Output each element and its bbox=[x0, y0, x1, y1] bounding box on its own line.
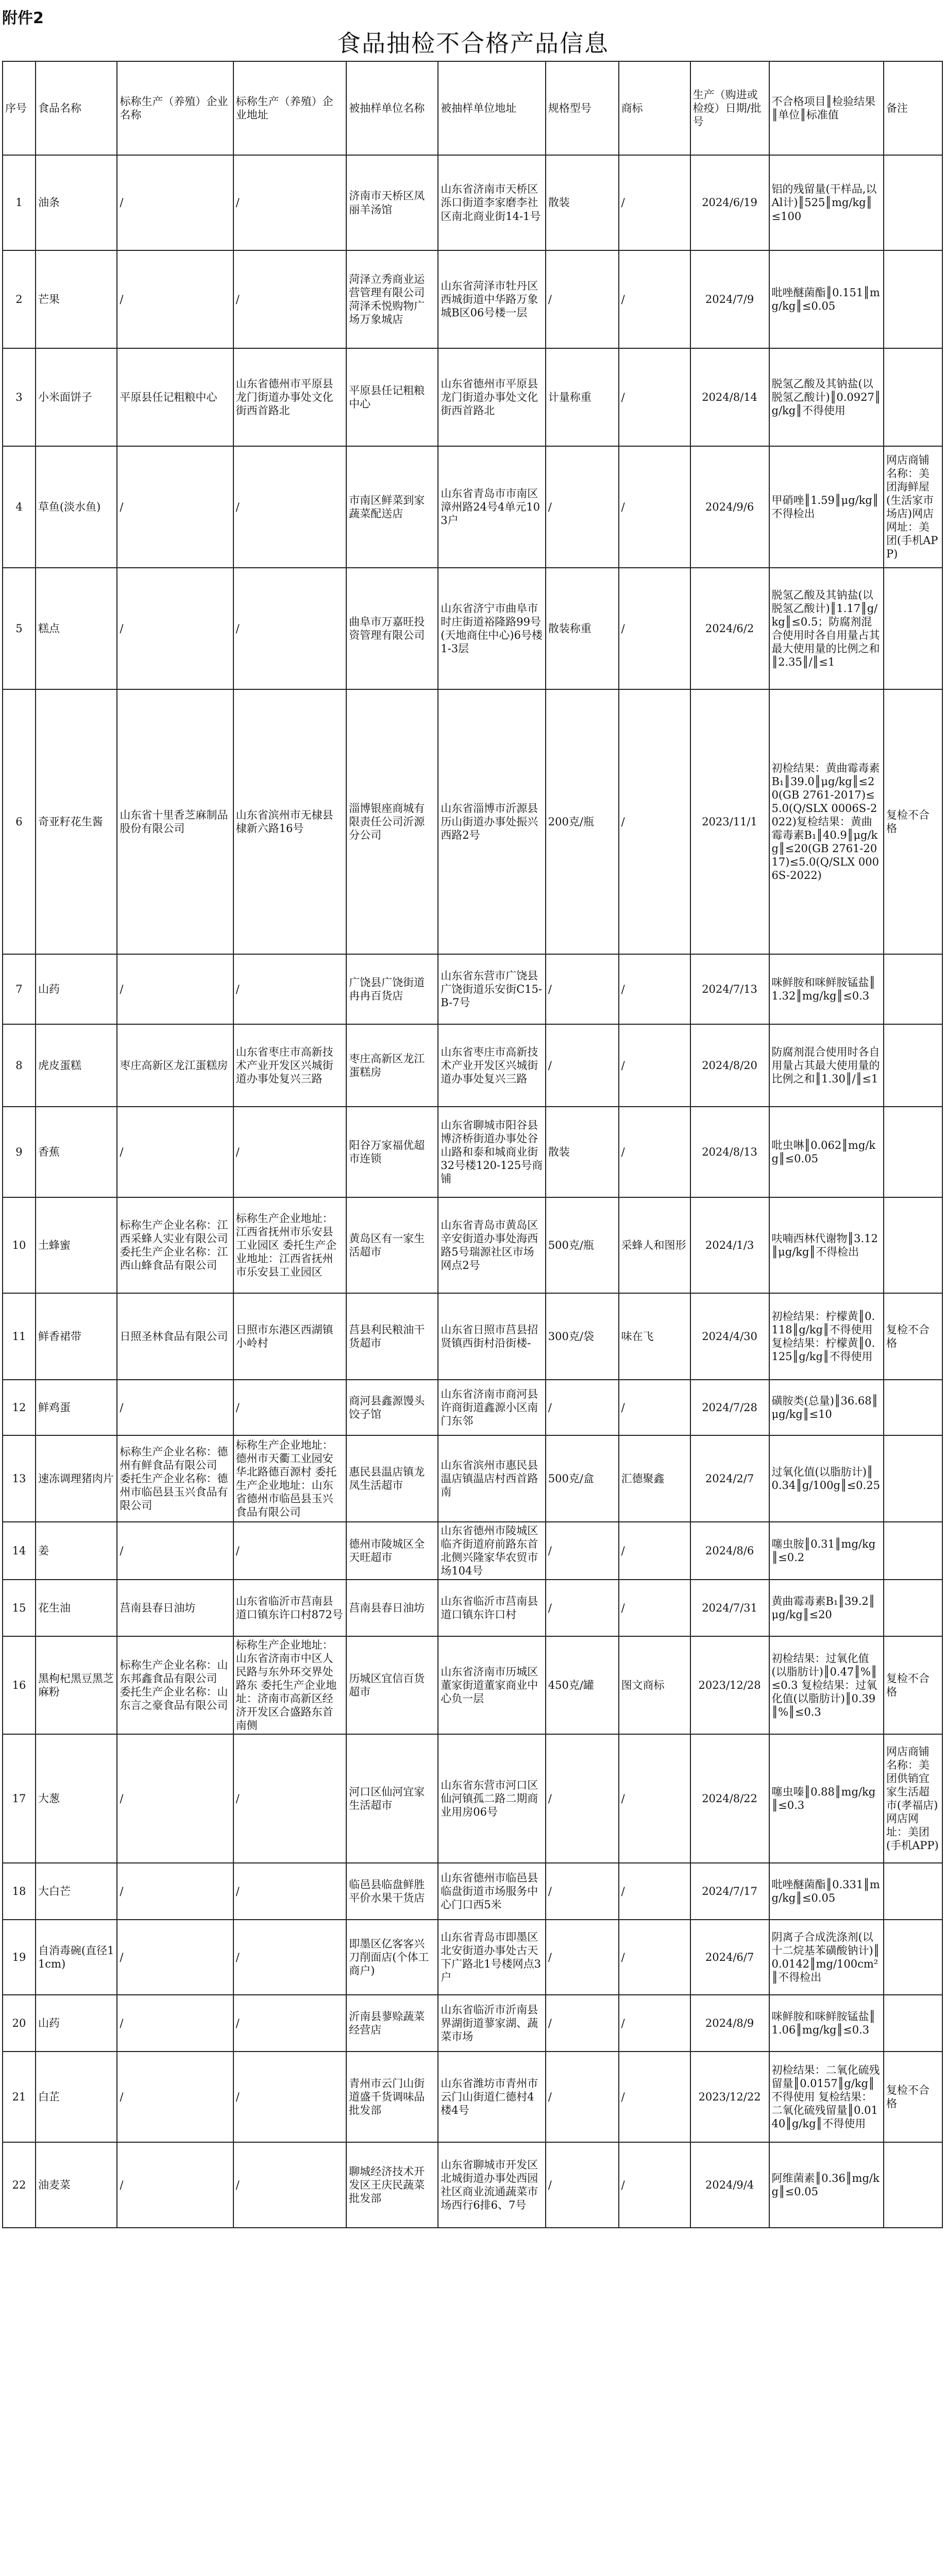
row-number-cell: 8 bbox=[3, 1024, 36, 1107]
food-name-cell: 油麦菜 bbox=[36, 2142, 117, 2228]
producer-name-cell: / bbox=[117, 1522, 233, 1580]
producer-address-cell: 标称生产企业地址：江西省抚州市乐安县工业园区 委托生产企业地址：江西省抚州市乐安县工业园区 bbox=[233, 1197, 347, 1293]
sampled-unit-address-cell: 山东省青岛市黄岛区辛安街道办事处海西路5号瑞源社区市场网点2号 bbox=[438, 1197, 546, 1293]
row-number-cell: 6 bbox=[3, 689, 36, 954]
header-cell: 序号 bbox=[3, 61, 36, 155]
unqualified-item-cell: 脱氢乙酸及其钠盐(以脱氢乙酸计)║0.0927║g/kg║不得使用 bbox=[769, 348, 884, 446]
producer-name-cell: / bbox=[117, 954, 233, 1024]
producer-address-cell: / bbox=[233, 1734, 347, 1863]
unqualified-item-cell: 阴离子合成洗涤剂(以十二烷基苯磺酸钠计)║0.0142║mg/100cm²║不得检出 bbox=[769, 1920, 884, 1995]
header-cell: 标称生产（养殖）企业地址 bbox=[233, 61, 347, 155]
sampled-unit-address-cell: 山东省青岛市即墨区北安街道办事处古天下广路北1号楼网点3户 bbox=[438, 1920, 546, 1995]
sampled-unit-address-cell: 山东省东营市广饶县广饶街道乐安街C15-B-7号 bbox=[438, 954, 546, 1024]
trademark-cell: / bbox=[619, 446, 690, 568]
producer-address-cell: 山东省临沂市莒南县道口镇东许口村872号 bbox=[233, 1580, 347, 1636]
food-name-cell: 虎皮蛋糕 bbox=[36, 1024, 117, 1107]
unqualified-item-cell: 防腐剂混合使用时各自用量占其最大使用量的比例之和║1.30║/║≤1 bbox=[769, 1024, 884, 1107]
remarks-cell: 网店商铺名称：美团海鲜屋(生活家市场店)网店网址：美团(手机APP) bbox=[884, 446, 942, 568]
production-date-cell: 2024/6/19 bbox=[690, 155, 769, 250]
production-date-cell: 2023/12/22 bbox=[690, 2052, 769, 2142]
header-cell: 不合格项目║检验结果║单位║标准值 bbox=[769, 61, 884, 155]
row-number-cell: 5 bbox=[3, 568, 36, 689]
trademark-cell: / bbox=[619, 1522, 690, 1580]
food-name-cell: 自消毒碗(直径11cm) bbox=[36, 1920, 117, 1995]
specification-cell: 300克/袋 bbox=[546, 1293, 619, 1380]
table-row bbox=[3, 1107, 942, 1197]
header-cell: 规格型号 bbox=[546, 61, 619, 155]
trademark-cell: 采蜂人和图形 bbox=[619, 1197, 690, 1293]
remarks-cell bbox=[884, 1522, 942, 1580]
sampled-unit-address-cell: 山东省聊城市开发区北城街道办事处西园社区商业流通蔬菜市场西行6排6、7号 bbox=[438, 2142, 546, 2228]
sampled-unit-address-cell: 山东省滨州市惠民县温店镇温店村西首路南 bbox=[438, 1435, 546, 1522]
sampled-unit-name-cell: 商河县鑫源馒头饺子馆 bbox=[346, 1380, 438, 1435]
producer-address-cell: 标称生产企业地址：德州市天衢工业园安华北路德百源村 委托生产企业地址：山东省德州市临邑县玉兴食品有限公司 bbox=[233, 1435, 347, 1522]
food-name-cell: 土蜂蜜 bbox=[36, 1197, 117, 1293]
unqualified-item-cell: 吡虫啉║0.062║mg/kg║≤0.05 bbox=[769, 1107, 884, 1197]
producer-name-cell: / bbox=[117, 155, 233, 250]
trademark-cell: / bbox=[619, 1995, 690, 2052]
remarks-cell bbox=[884, 1435, 942, 1522]
trademark-cell: / bbox=[619, 568, 690, 689]
production-date-cell: 2024/9/4 bbox=[690, 2142, 769, 2228]
sampled-unit-address-cell: 山东省德州市临邑县临盘街道市场服务中心门口西5米 bbox=[438, 1863, 546, 1920]
producer-address-cell: / bbox=[233, 1920, 347, 1995]
table-row bbox=[3, 1197, 942, 1293]
table-row bbox=[3, 348, 942, 446]
producer-address-cell: / bbox=[233, 2142, 347, 2228]
food-name-cell: 奇亚籽花生酱 bbox=[36, 689, 117, 954]
unqualified-item-cell: 呋喃西林代谢物║3.12║μg/kg║不得检出 bbox=[769, 1197, 884, 1293]
row-number-cell: 12 bbox=[3, 1380, 36, 1435]
producer-address-cell: / bbox=[233, 568, 347, 689]
table-row bbox=[3, 2052, 942, 2142]
producer-name-cell: 平原县任记粗粮中心 bbox=[117, 348, 233, 446]
producer-name-cell: / bbox=[117, 1863, 233, 1920]
producer-name-cell: / bbox=[117, 1920, 233, 1995]
food-name-cell: 白芷 bbox=[36, 2052, 117, 2142]
specification-cell: / bbox=[546, 2142, 619, 2228]
sampled-unit-name-cell: 青州市云门山街道盛千货调味品批发部 bbox=[346, 2052, 438, 2142]
unqualified-item-cell: 过氧化值(以脂肪计)║0.34║g/100g║≤0.25 bbox=[769, 1435, 884, 1522]
production-date-cell: 2024/8/14 bbox=[690, 348, 769, 446]
specification-cell: / bbox=[546, 1580, 619, 1636]
sampled-unit-name-cell: 曲阜市万嘉旺投资管理有限公司 bbox=[346, 568, 438, 689]
producer-name-cell: / bbox=[117, 1734, 233, 1863]
unqualified-item-cell: 咪鲜胺和咪鲜胺锰盐║1.32║mg/kg║≤0.3 bbox=[769, 954, 884, 1024]
food-name-cell: 油条 bbox=[36, 155, 117, 250]
row-number-cell: 2 bbox=[3, 250, 36, 348]
sampled-unit-name-cell: 惠民县温店镇龙凤生活超市 bbox=[346, 1435, 438, 1522]
table-row bbox=[3, 1734, 942, 1863]
food-name-cell: 山药 bbox=[36, 1995, 117, 2052]
sampled-unit-name-cell: 德州市陵城区全天旺超市 bbox=[346, 1522, 438, 1580]
header-cell: 食品名称 bbox=[36, 61, 117, 155]
row-number-cell: 3 bbox=[3, 348, 36, 446]
remarks-cell bbox=[884, 155, 942, 250]
sampled-unit-name-cell: 莒县利民粮油干货超市 bbox=[346, 1293, 438, 1380]
food-name-cell: 大白芒 bbox=[36, 1863, 117, 1920]
producer-address-cell: / bbox=[233, 250, 347, 348]
sampled-unit-address-cell: 山东省青岛市市南区漳州路24号4单元103户 bbox=[438, 446, 546, 568]
producer-address-cell: / bbox=[233, 1863, 347, 1920]
row-number-cell: 9 bbox=[3, 1107, 36, 1197]
food-name-cell: 黑枸杞黑豆黑芝麻粉 bbox=[36, 1636, 117, 1734]
sampled-unit-address-cell: 山东省济南市商河县许商街道鑫源小区南门东邻 bbox=[438, 1380, 546, 1435]
sampled-unit-name-cell: 河口区仙河宜家生活超市 bbox=[346, 1734, 438, 1863]
unqualified-item-cell: 铝的残留量(干样品,以Al计)║525║mg/kg║≤100 bbox=[769, 155, 884, 250]
production-date-cell: 2024/1/3 bbox=[690, 1197, 769, 1293]
specification-cell: 200克/瓶 bbox=[546, 689, 619, 954]
sampled-unit-address-cell: 山东省枣庄市高新技术产业开发区兴城街道办事处复兴三路 bbox=[438, 1024, 546, 1107]
specification-cell: / bbox=[546, 1522, 619, 1580]
sampled-unit-name-cell: 沂南县蓼赊蔬菜经营店 bbox=[346, 1995, 438, 2052]
sampled-unit-name-cell: 广饶县广饶街道冉冉百货店 bbox=[346, 954, 438, 1024]
remarks-cell bbox=[884, 1995, 942, 2052]
remarks-cell bbox=[884, 568, 942, 689]
row-number-cell: 7 bbox=[3, 954, 36, 1024]
producer-address-cell: 日照市东港区西湖镇小岭村 bbox=[233, 1293, 347, 1380]
table-header-row bbox=[3, 61, 942, 155]
remarks-cell bbox=[884, 348, 942, 446]
unqualified-item-cell: 吡唑醚菌酯║0.151║mg/kg║≤0.05 bbox=[769, 250, 884, 348]
row-number-cell: 15 bbox=[3, 1580, 36, 1636]
remarks-cell bbox=[884, 1380, 942, 1435]
producer-address-cell: 山东省枣庄市高新技术产业开发区兴城街道办事处复兴三路 bbox=[233, 1024, 347, 1107]
header-cell: 被抽样单位名称 bbox=[346, 61, 438, 155]
table-row bbox=[3, 446, 942, 568]
unqualified-item-cell: 初检结果：过氧化值(以脂肪计)║0.47║%║≤0.3 复检结果：过氧化值(以脂肪计)║0.39║%║≤0.3 bbox=[769, 1636, 884, 1734]
row-number-cell: 1 bbox=[3, 155, 36, 250]
sampled-unit-address-cell: 山东省日照市莒县招贤镇西街村沿街楼- bbox=[438, 1293, 546, 1380]
producer-name-cell: / bbox=[117, 568, 233, 689]
production-date-cell: 2024/7/13 bbox=[690, 954, 769, 1024]
trademark-cell: / bbox=[619, 2142, 690, 2228]
trademark-cell: / bbox=[619, 250, 690, 348]
producer-address-cell: / bbox=[233, 155, 347, 250]
sampled-unit-name-cell: 临邑县临盘鲜胜平价水果干货店 bbox=[346, 1863, 438, 1920]
row-number-cell: 11 bbox=[3, 1293, 36, 1380]
unqualified-food-table bbox=[2, 61, 943, 2228]
unqualified-item-cell: 初检结果：柠檬黄║0.118║g/kg║不得使用 复检结果：柠檬黄║0.125║g/kg║不得使用 bbox=[769, 1293, 884, 1380]
specification-cell: / bbox=[546, 1920, 619, 1995]
table-row bbox=[3, 568, 942, 689]
food-name-cell: 鲜鸡蛋 bbox=[36, 1380, 117, 1435]
trademark-cell: / bbox=[619, 954, 690, 1024]
row-number-cell: 13 bbox=[3, 1435, 36, 1522]
sampled-unit-address-cell: 山东省德州市平原县龙门街道办事处文化街西首路北 bbox=[438, 348, 546, 446]
production-date-cell: 2024/7/31 bbox=[690, 1580, 769, 1636]
sampled-unit-address-cell: 山东省临沂市莒南县道口镇东许口村 bbox=[438, 1580, 546, 1636]
sampled-unit-address-cell: 山东省济宁市曲阜市时庄街道裕隆路99号(天地商住中心)6号楼1-3层 bbox=[438, 568, 546, 689]
remarks-cell bbox=[884, 1863, 942, 1920]
production-date-cell: 2024/7/17 bbox=[690, 1863, 769, 1920]
sampled-unit-name-cell: 市南区鲜菜到家蔬菜配送店 bbox=[346, 446, 438, 568]
row-number-cell: 16 bbox=[3, 1636, 36, 1734]
food-name-cell: 草鱼(淡水鱼) bbox=[36, 446, 117, 568]
table-row bbox=[3, 1024, 942, 1107]
sampled-unit-address-cell: 山东省济南市天桥区泺口街道李家磨李社区南北商业街14-1号 bbox=[438, 155, 546, 250]
sampled-unit-name-cell: 平原县任记粗粮中心 bbox=[346, 348, 438, 446]
trademark-cell: / bbox=[619, 2052, 690, 2142]
row-number-cell: 21 bbox=[3, 2052, 36, 2142]
producer-name-cell: 标称生产企业名称：江西采蜂人实业有限公司 委托生产企业名称：江西山蜂食品有限公司 bbox=[117, 1197, 233, 1293]
table-row bbox=[3, 1920, 942, 1995]
table-row bbox=[3, 689, 942, 954]
producer-name-cell: 枣庄高新区龙江蛋糕房 bbox=[117, 1024, 233, 1107]
remarks-cell bbox=[884, 2142, 942, 2228]
table-row bbox=[3, 1522, 942, 1580]
specification-cell: 散装称重 bbox=[546, 568, 619, 689]
specification-cell: 500克/瓶 bbox=[546, 1197, 619, 1293]
production-date-cell: 2024/6/7 bbox=[690, 1920, 769, 1995]
producer-address-cell: 山东省德州市平原县龙门街道办事处文化街西首路北 bbox=[233, 348, 347, 446]
food-name-cell: 速冻调理猪肉片 bbox=[36, 1435, 117, 1522]
remarks-cell bbox=[884, 1920, 942, 1995]
producer-address-cell: / bbox=[233, 1107, 347, 1197]
producer-name-cell: 标称生产企业名称：山东邦鑫食品有限公司 委托生产企业名称：山东言之豪食品有限公司 bbox=[117, 1636, 233, 1734]
remarks-cell bbox=[884, 1024, 942, 1107]
sampled-unit-address-cell: 山东省菏泽市牡丹区西城街道中华路万象城B区06号楼一层 bbox=[438, 250, 546, 348]
specification-cell: 散装 bbox=[546, 1107, 619, 1197]
producer-address-cell: 标称生产企业地址：山东省济南市中区人民路与东外环交界处路东 委托生产企业地址：济南市高新区经济开发区合盛路东首南侧 bbox=[233, 1636, 347, 1734]
producer-name-cell: / bbox=[117, 446, 233, 568]
unqualified-item-cell: 黄曲霉毒素B₁║39.2║μg/kg║≤20 bbox=[769, 1580, 884, 1636]
remarks-cell bbox=[884, 954, 942, 1024]
producer-name-cell: 莒南县春日油坊 bbox=[117, 1580, 233, 1636]
sampled-unit-name-cell: 黄岛区有一家生活超市 bbox=[346, 1197, 438, 1293]
producer-address-cell: / bbox=[233, 954, 347, 1024]
unqualified-item-cell: 脱氢乙酸及其钠盐(以脱氢乙酸计)║1.17║g/kg║≤0.5；防腐剂混合使用时各自用量占其最大使用量的比例之和║2.35║/║≤1 bbox=[769, 568, 884, 689]
production-date-cell: 2024/9/6 bbox=[690, 446, 769, 568]
production-date-cell: 2024/7/9 bbox=[690, 250, 769, 348]
table-row bbox=[3, 2142, 942, 2228]
production-date-cell: 2024/8/6 bbox=[690, 1522, 769, 1580]
specification-cell: / bbox=[546, 1734, 619, 1863]
specification-cell: 计量称重 bbox=[546, 348, 619, 446]
food-name-cell: 鲜香裙带 bbox=[36, 1293, 117, 1380]
remarks-cell bbox=[884, 250, 942, 348]
sampled-unit-name-cell: 阳谷万家福优超市连锁 bbox=[346, 1107, 438, 1197]
producer-address-cell: / bbox=[233, 1380, 347, 1435]
production-date-cell: 2024/4/30 bbox=[690, 1293, 769, 1380]
table-row bbox=[3, 1435, 942, 1522]
specification-cell: / bbox=[546, 1380, 619, 1435]
production-date-cell: 2024/7/28 bbox=[690, 1380, 769, 1435]
sampled-unit-name-cell: 淄博银座商城有限责任公司沂源分公司 bbox=[346, 689, 438, 954]
producer-name-cell: / bbox=[117, 250, 233, 348]
producer-address-cell: / bbox=[233, 1522, 347, 1580]
row-number-cell: 4 bbox=[3, 446, 36, 568]
sampled-unit-name-cell: 莒南县春日油坊 bbox=[346, 1580, 438, 1636]
table-row bbox=[3, 250, 942, 348]
unqualified-item-cell: 吡唑醚菌酯║0.331║mg/kg║≤0.05 bbox=[769, 1863, 884, 1920]
header-cell: 被抽样单位地址 bbox=[438, 61, 546, 155]
specification-cell: / bbox=[546, 1863, 619, 1920]
sampled-unit-name-cell: 济南市天桥区凤丽羊汤馆 bbox=[346, 155, 438, 250]
specification-cell: 散装 bbox=[546, 155, 619, 250]
row-number-cell: 18 bbox=[3, 1863, 36, 1920]
row-number-cell: 17 bbox=[3, 1734, 36, 1863]
table-body bbox=[3, 155, 942, 2228]
specification-cell: / bbox=[546, 1995, 619, 2052]
food-name-cell: 大葱 bbox=[36, 1734, 117, 1863]
row-number-cell: 14 bbox=[3, 1522, 36, 1580]
trademark-cell: / bbox=[619, 689, 690, 954]
producer-name-cell: / bbox=[117, 2142, 233, 2228]
specification-cell: / bbox=[546, 250, 619, 348]
producer-name-cell: 山东省十里香芝麻制品股份有限公司 bbox=[117, 689, 233, 954]
table-row bbox=[3, 1636, 942, 1734]
remarks-cell bbox=[884, 1580, 942, 1636]
table-row bbox=[3, 1995, 942, 2052]
producer-name-cell: / bbox=[117, 1380, 233, 1435]
row-number-cell: 10 bbox=[3, 1197, 36, 1293]
food-name-cell: 糕点 bbox=[36, 568, 117, 689]
unqualified-item-cell: 噻虫胺║0.31║mg/kg║≤0.2 bbox=[769, 1522, 884, 1580]
unqualified-item-cell: 咪鲜胺和咪鲜胺锰盐║1.06║mg/kg║≤0.3 bbox=[769, 1995, 884, 2052]
sampled-unit-address-cell: 山东省聊城市阳谷县博济桥街道办事处谷山路和泰和城商业街32号楼120-125号商铺 bbox=[438, 1107, 546, 1197]
row-number-cell: 20 bbox=[3, 1995, 36, 2052]
production-date-cell: 2023/12/28 bbox=[690, 1636, 769, 1734]
remarks-cell: 复检不合格 bbox=[884, 689, 942, 954]
producer-name-cell: / bbox=[117, 1995, 233, 2052]
sampled-unit-address-cell: 山东省济南市历城区董家街道董家商业中心负一层 bbox=[438, 1636, 546, 1734]
row-number-cell: 19 bbox=[3, 1920, 36, 1995]
producer-address-cell: / bbox=[233, 446, 347, 568]
header-cell: 生产（购进或检疫）日期/批号 bbox=[690, 61, 769, 155]
sampled-unit-name-cell: 历城区宜信百货超市 bbox=[346, 1636, 438, 1734]
trademark-cell: / bbox=[619, 1734, 690, 1863]
remarks-cell: 网店商铺名称：美团供销宜家生活超市(孝福店)网店网址：美团(手机APP) bbox=[884, 1734, 942, 1863]
specification-cell: / bbox=[546, 2052, 619, 2142]
food-name-cell: 芒果 bbox=[36, 250, 117, 348]
producer-name-cell: / bbox=[117, 1107, 233, 1197]
production-date-cell: 2024/2/7 bbox=[690, 1435, 769, 1522]
production-date-cell: 2024/8/9 bbox=[690, 1995, 769, 2052]
sampled-unit-name-cell: 聊城经济技术开发区王庆民蔬菜批发部 bbox=[346, 2142, 438, 2228]
production-date-cell: 2024/8/22 bbox=[690, 1734, 769, 1863]
sampled-unit-address-cell: 山东省潍坊市青州市云门山街道仁德村4楼4号 bbox=[438, 2052, 546, 2142]
trademark-cell: / bbox=[619, 348, 690, 446]
remarks-cell bbox=[884, 1107, 942, 1197]
table-row bbox=[3, 1293, 942, 1380]
trademark-cell: 图文商标 bbox=[619, 1636, 690, 1734]
unqualified-item-cell: 阿维菌素║0.36║mg/kg║≤0.05 bbox=[769, 2142, 884, 2228]
producer-address-cell: / bbox=[233, 1995, 347, 2052]
specification-cell: / bbox=[546, 446, 619, 568]
production-date-cell: 2024/8/13 bbox=[690, 1107, 769, 1197]
trademark-cell: / bbox=[619, 1863, 690, 1920]
producer-name-cell: 日照圣林食品有限公司 bbox=[117, 1293, 233, 1380]
unqualified-item-cell: 噻虫嗪║0.88║mg/kg║≤0.3 bbox=[769, 1734, 884, 1863]
unqualified-item-cell: 初检结果：黄曲霉毒素B₁║39.0║μg/kg║≤20(GB 2761-2017)≤5.0(Q/SLX 0006S-2022)复检结果：黄曲霉毒素B₁║40.9║μg/kg║≤20(GB 2761-2017)≤5.0(Q/SLX 0006S-2022) bbox=[769, 689, 884, 954]
trademark-cell: / bbox=[619, 1380, 690, 1435]
specification-cell: 500克/盒 bbox=[546, 1435, 619, 1522]
sampled-unit-address-cell: 山东省淄博市沂源县历山街道办事处振兴西路2号 bbox=[438, 689, 546, 954]
trademark-cell: / bbox=[619, 155, 690, 250]
sampled-unit-name-cell: 菏泽立秀商业运营管理有限公司菏泽禾悦购物广场万象城店 bbox=[346, 250, 438, 348]
trademark-cell: 汇德聚鑫 bbox=[619, 1435, 690, 1522]
trademark-cell: / bbox=[619, 1580, 690, 1636]
trademark-cell: / bbox=[619, 1024, 690, 1107]
unqualified-item-cell: 初检结果：二氧化硫残留量║0.0157║g/kg║不得使用 复检结果：二氧化硫残留量║0.0140║g/kg║不得使用 bbox=[769, 2052, 884, 2142]
table-row bbox=[3, 155, 942, 250]
table-row bbox=[3, 1380, 942, 1435]
producer-address-cell: 山东省滨州市无棣县棣新六路16号 bbox=[233, 689, 347, 954]
food-name-cell: 山药 bbox=[36, 954, 117, 1024]
table-row bbox=[3, 1863, 942, 1920]
food-name-cell: 花生油 bbox=[36, 1580, 117, 1636]
sampled-unit-name-cell: 即墨区亿客客兴刀削面店(个体工商户) bbox=[346, 1920, 438, 1995]
producer-address-cell: / bbox=[233, 2052, 347, 2142]
header-cell: 商标 bbox=[619, 61, 690, 155]
specification-cell: / bbox=[546, 954, 619, 1024]
table-row bbox=[3, 1580, 942, 1636]
trademark-cell: / bbox=[619, 1107, 690, 1197]
remarks-cell: 复检不合格 bbox=[884, 1636, 942, 1734]
attachment-label: 附件2 bbox=[2, 9, 44, 27]
specification-cell: / bbox=[546, 1024, 619, 1107]
sampled-unit-address-cell: 山东省东营市河口区仙河镇孤二路二期商业用房06号 bbox=[438, 1734, 546, 1863]
unqualified-item-cell: 甲硝唑║1.59║μg/kg║不得检出 bbox=[769, 446, 884, 568]
sampled-unit-address-cell: 山东省德州市陵城区临齐街道府前路东首北侧兴隆家华农贸市场104号 bbox=[438, 1522, 546, 1580]
trademark-cell: 味在飞 bbox=[619, 1293, 690, 1380]
table-row bbox=[3, 954, 942, 1024]
unqualified-item-cell: 磺胺类(总量)║36.68║μg/kg║≤10 bbox=[769, 1380, 884, 1435]
producer-name-cell: / bbox=[117, 2052, 233, 2142]
header-cell: 标称生产（养殖）企业名称 bbox=[117, 61, 233, 155]
food-name-cell: 小米面饼子 bbox=[36, 348, 117, 446]
row-number-cell: 22 bbox=[3, 2142, 36, 2228]
remarks-cell: 复检不合格 bbox=[884, 1293, 942, 1380]
production-date-cell: 2023/11/1 bbox=[690, 689, 769, 954]
trademark-cell: / bbox=[619, 1920, 690, 1995]
specification-cell: 450克/罐 bbox=[546, 1636, 619, 1734]
remarks-cell bbox=[884, 1197, 942, 1293]
sampled-unit-address-cell: 山东省临沂市沂南县界湖街道蓼家湖、蔬菜市场 bbox=[438, 1995, 546, 2052]
page-title: 食品抽检不合格产品信息 bbox=[337, 29, 609, 57]
production-date-cell: 2024/6/2 bbox=[690, 568, 769, 689]
food-name-cell: 姜 bbox=[36, 1522, 117, 1580]
food-name-cell: 香蕉 bbox=[36, 1107, 117, 1197]
header-cell: 备注 bbox=[884, 61, 942, 155]
production-date-cell: 2024/8/20 bbox=[690, 1024, 769, 1107]
remarks-cell: 复检不合格 bbox=[884, 2052, 942, 2142]
producer-name-cell: 标称生产企业名称：德州有鲜食品有限公司 委托生产企业名称：德州市临邑县玉兴食品有限公司 bbox=[117, 1435, 233, 1522]
sampled-unit-name-cell: 枣庄高新区龙江蛋糕房 bbox=[346, 1024, 438, 1107]
